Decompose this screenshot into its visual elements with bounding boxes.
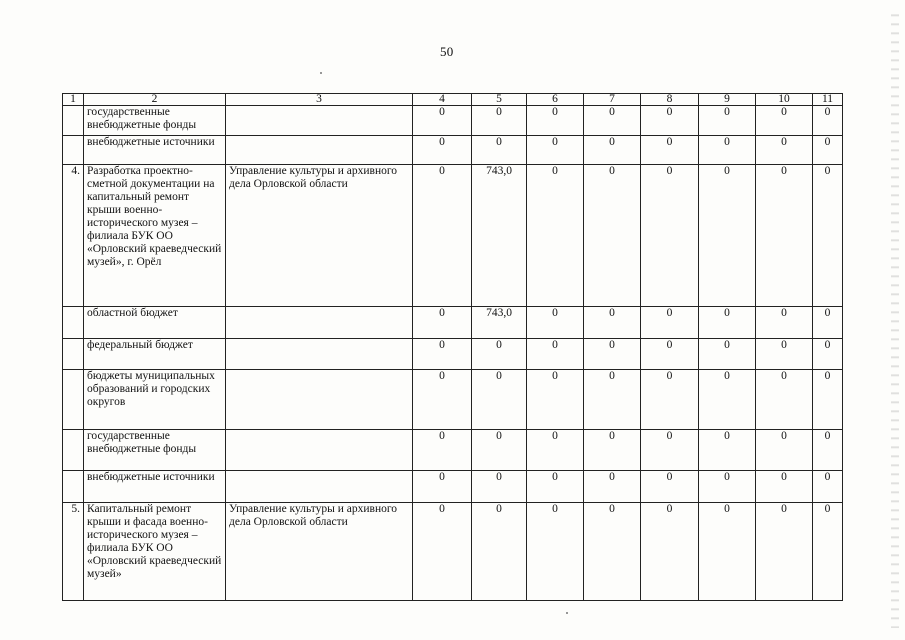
- value-cell: 0: [413, 370, 472, 430]
- value-cell: 0: [472, 136, 527, 165]
- value-cell: 0: [813, 471, 843, 503]
- value-cell: 0: [413, 165, 472, 307]
- value-cell: 0: [641, 307, 699, 339]
- value-cell: 0: [527, 503, 584, 601]
- row-name-cell: государственные внебюджетные фонды: [84, 429, 226, 470]
- row-number-cell: [63, 136, 84, 165]
- value-cell: 0: [756, 471, 813, 503]
- value-cell: 0: [699, 106, 756, 136]
- value-cell: 0: [472, 339, 527, 370]
- value-cell: 0: [472, 370, 527, 430]
- row-number-cell: [63, 429, 84, 470]
- value-cell: 0: [641, 471, 699, 503]
- value-cell: 0: [527, 307, 584, 339]
- value-cell: 0: [472, 106, 527, 136]
- value-cell: 0: [413, 339, 472, 370]
- table-row: [63, 165, 843, 307]
- header-cell: 9: [699, 94, 756, 106]
- value-cell: 0: [641, 429, 699, 470]
- value-cell: 0: [756, 503, 813, 601]
- value-cell: 743,0: [472, 165, 527, 307]
- header-cell: 6: [527, 94, 584, 106]
- value-cell: 0: [472, 471, 527, 503]
- value-cell: 0: [472, 429, 527, 470]
- row-executor-cell: [226, 106, 413, 136]
- value-cell: 0: [584, 503, 641, 601]
- header-cell: 3: [226, 94, 413, 106]
- budget-table: [62, 93, 843, 601]
- row-executor-cell: [226, 136, 413, 165]
- table-row: [63, 503, 843, 601]
- header-cell: 2: [84, 94, 226, 106]
- value-cell: 0: [813, 503, 843, 601]
- row-name-cell: федеральный бюджет: [84, 339, 226, 370]
- header-cell: 8: [641, 94, 699, 106]
- table-row: [63, 307, 843, 339]
- value-cell: 0: [641, 503, 699, 601]
- value-cell: 0: [584, 136, 641, 165]
- table-row: [63, 471, 843, 503]
- value-cell: 0: [756, 429, 813, 470]
- value-cell: 0: [699, 136, 756, 165]
- value-cell: 0: [813, 307, 843, 339]
- value-cell: 0: [699, 503, 756, 601]
- scan-dot: [566, 612, 568, 614]
- row-executor-cell: Управление культуры и архивного дела Орловской области: [226, 503, 413, 601]
- row-name-cell: областной бюджет: [84, 307, 226, 339]
- value-cell: 0: [813, 339, 843, 370]
- row-executor-cell: Управление культуры и архивного дела Орловской области: [226, 165, 413, 307]
- table-row: [63, 370, 843, 430]
- table-row: [63, 339, 843, 370]
- row-executor-cell: [226, 307, 413, 339]
- value-cell: 0: [527, 429, 584, 470]
- row-number-cell: 5.: [63, 503, 84, 601]
- value-cell: 0: [584, 471, 641, 503]
- value-cell: 0: [584, 429, 641, 470]
- scan-dot: [320, 72, 322, 74]
- value-cell: 0: [472, 503, 527, 601]
- row-name-cell: Капитальный ремонт крыши и фасада военно-исторического музея – филиала БУК ОО «Орловский краеведческий музей»: [84, 503, 226, 601]
- value-cell: 0: [527, 165, 584, 307]
- value-cell: 0: [641, 165, 699, 307]
- value-cell: 0: [413, 307, 472, 339]
- value-cell: 0: [413, 503, 472, 601]
- value-cell: 0: [584, 370, 641, 430]
- row-name-cell: Разработка проектно-сметной документации на капитальный ремонт крыши военно-исторического музея – филиала БУК ОО «Орловский краеведческий музей», г. Орёл: [84, 165, 226, 307]
- row-executor-cell: [226, 471, 413, 503]
- value-cell: 0: [699, 370, 756, 430]
- value-cell: 0: [527, 339, 584, 370]
- row-number-cell: [63, 471, 84, 503]
- value-cell: 0: [527, 370, 584, 430]
- header-cell: 10: [756, 94, 813, 106]
- row-executor-cell: [226, 339, 413, 370]
- value-cell: 0: [584, 339, 641, 370]
- value-cell: 0: [699, 339, 756, 370]
- header-cell: 11: [813, 94, 843, 106]
- value-cell: 0: [527, 471, 584, 503]
- row-name-cell: государственные внебюджетные фонды: [84, 106, 226, 136]
- header-cell: 5: [472, 94, 527, 106]
- value-cell: 0: [699, 429, 756, 470]
- row-number-cell: [63, 370, 84, 430]
- value-cell: 0: [413, 429, 472, 470]
- value-cell: 0: [756, 307, 813, 339]
- value-cell: 0: [584, 106, 641, 136]
- row-executor-cell: [226, 429, 413, 470]
- value-cell: 0: [699, 471, 756, 503]
- value-cell: 0: [699, 165, 756, 307]
- row-name-cell: внебюджетные источники: [84, 136, 226, 165]
- value-cell: 743,0: [472, 307, 527, 339]
- row-name-cell: внебюджетные источники: [84, 471, 226, 503]
- value-cell: 0: [699, 307, 756, 339]
- row-number-cell: [63, 339, 84, 370]
- header-cell: 7: [584, 94, 641, 106]
- value-cell: 0: [413, 136, 472, 165]
- value-cell: 0: [527, 136, 584, 165]
- value-cell: 0: [641, 136, 699, 165]
- value-cell: 0: [756, 370, 813, 430]
- page-number: 50: [440, 44, 454, 59]
- value-cell: 0: [813, 106, 843, 136]
- value-cell: 0: [641, 370, 699, 430]
- value-cell: 0: [756, 339, 813, 370]
- row-name-cell: бюджеты муниципальных образований и городских округов: [84, 370, 226, 430]
- table-row: [63, 106, 843, 136]
- value-cell: 0: [813, 136, 843, 165]
- value-cell: 0: [813, 370, 843, 430]
- header-row: [63, 94, 843, 106]
- value-cell: 0: [413, 106, 472, 136]
- scan-edge-artifact: [891, 8, 899, 628]
- value-cell: 0: [641, 339, 699, 370]
- header-cell: 4: [413, 94, 472, 106]
- value-cell: 0: [756, 165, 813, 307]
- value-cell: 0: [641, 106, 699, 136]
- value-cell: 0: [584, 307, 641, 339]
- table-row: [63, 429, 843, 470]
- row-number-cell: [63, 307, 84, 339]
- value-cell: 0: [756, 106, 813, 136]
- value-cell: 0: [527, 106, 584, 136]
- value-cell: 0: [584, 165, 641, 307]
- row-executor-cell: [226, 370, 413, 430]
- value-cell: 0: [813, 165, 843, 307]
- table-row: [63, 136, 843, 165]
- value-cell: 0: [756, 136, 813, 165]
- row-number-cell: [63, 106, 84, 136]
- value-cell: 0: [813, 429, 843, 470]
- header-cell: 1: [63, 94, 84, 106]
- row-number-cell: 4.: [63, 165, 84, 307]
- value-cell: 0: [413, 471, 472, 503]
